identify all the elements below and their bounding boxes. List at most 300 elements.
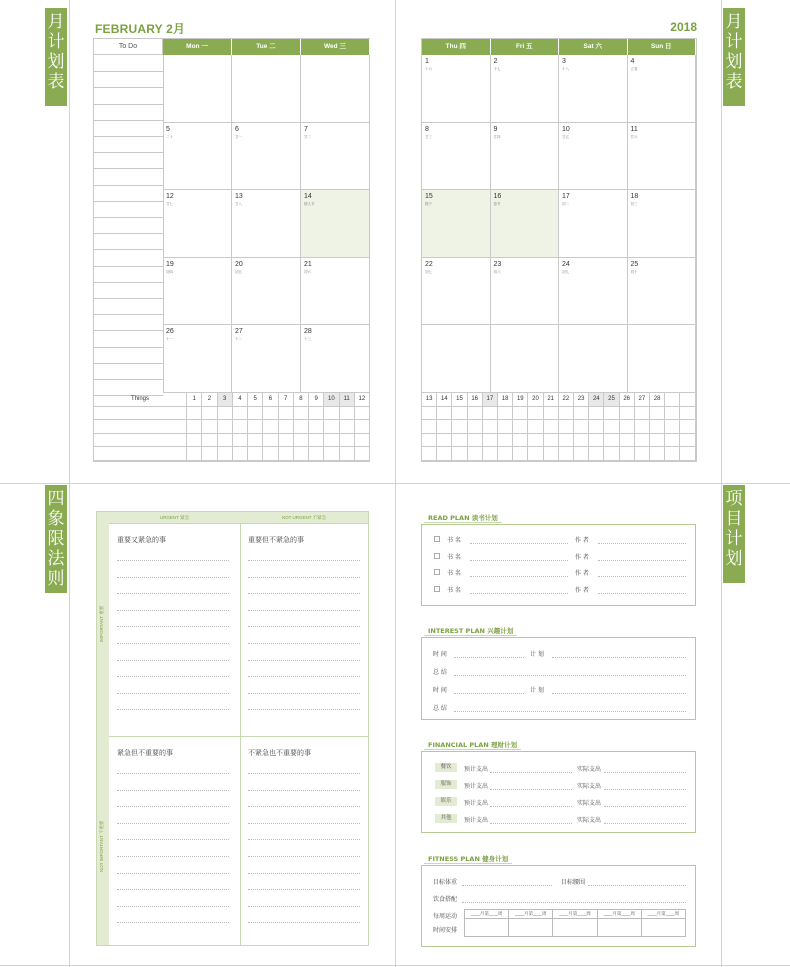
day-cell[interactable] xyxy=(559,325,628,393)
todo-line[interactable] xyxy=(94,152,163,153)
tracker-box[interactable] xyxy=(604,420,619,434)
author-line[interactable] xyxy=(598,543,686,544)
tracker-box[interactable] xyxy=(604,434,619,448)
writing-line[interactable] xyxy=(248,806,360,807)
week-entry[interactable] xyxy=(642,919,686,937)
tracker-box[interactable] xyxy=(437,420,452,434)
tracker-box[interactable] xyxy=(635,407,650,421)
book-line[interactable] xyxy=(470,560,568,561)
tracker-box[interactable] xyxy=(559,407,574,421)
budget-line[interactable] xyxy=(490,806,572,807)
todo-line[interactable] xyxy=(94,120,163,121)
tracker-box[interactable] xyxy=(574,407,589,421)
tracker-box[interactable] xyxy=(650,447,665,461)
tracker-box[interactable] xyxy=(589,434,604,448)
day-cell[interactable] xyxy=(301,123,370,191)
tracker-box[interactable] xyxy=(355,407,370,421)
tracker-box[interactable] xyxy=(498,447,513,461)
writing-line[interactable] xyxy=(117,643,229,644)
tracker-box[interactable] xyxy=(248,407,263,421)
writing-line[interactable] xyxy=(117,806,229,807)
day-number: 17 xyxy=(562,193,570,201)
tracker-box[interactable] xyxy=(218,407,233,421)
day-cell[interactable] xyxy=(491,190,560,258)
tracker-box[interactable] xyxy=(483,407,498,421)
actual-label: 实际支出 xyxy=(577,783,602,790)
tracker-box[interactable] xyxy=(248,420,263,434)
tracker-box[interactable] xyxy=(324,434,339,448)
day-cell[interactable] xyxy=(491,325,560,393)
checkbox[interactable] xyxy=(434,553,440,559)
tracker-box[interactable] xyxy=(650,420,665,434)
writing-line[interactable] xyxy=(248,643,360,644)
tracker-box[interactable] xyxy=(559,447,574,461)
tracker-box[interactable] xyxy=(279,420,294,434)
tracker-box[interactable] xyxy=(294,420,309,434)
tracker-box[interactable] xyxy=(422,407,437,421)
plan-line[interactable] xyxy=(552,693,686,694)
tracker-box[interactable] xyxy=(559,420,574,434)
calendar-left xyxy=(93,38,370,462)
lunar-date: 廿六 xyxy=(630,134,638,139)
tracker-box[interactable] xyxy=(324,447,339,461)
tracker-box[interactable] xyxy=(309,407,324,421)
week-slot[interactable]: ____月第____周 xyxy=(509,910,553,919)
actual-line[interactable] xyxy=(604,823,686,824)
tracker-box[interactable] xyxy=(309,447,324,461)
writing-line[interactable] xyxy=(117,626,229,627)
tracker-box[interactable] xyxy=(468,434,483,448)
day-cell[interactable] xyxy=(301,55,370,123)
tracker-box[interactable] xyxy=(498,420,513,434)
tracker-box[interactable] xyxy=(294,434,309,448)
tab-char: 表 xyxy=(47,72,65,92)
tracker-box[interactable] xyxy=(324,407,339,421)
actual-line[interactable] xyxy=(604,806,686,807)
summary-line[interactable] xyxy=(454,711,686,712)
tracker-box[interactable] xyxy=(559,434,574,448)
budget-line[interactable] xyxy=(490,789,572,790)
tracker-box[interactable] xyxy=(437,434,452,448)
tracker-box[interactable] xyxy=(202,407,217,421)
tracker-box[interactable] xyxy=(483,434,498,448)
week-slot[interactable]: ____月第____周 xyxy=(465,910,509,919)
writing-line[interactable] xyxy=(117,823,229,824)
day-cell[interactable] xyxy=(491,258,560,326)
writing-line[interactable] xyxy=(248,773,360,774)
writing-line[interactable] xyxy=(248,577,360,578)
checkbox[interactable] xyxy=(434,586,440,592)
tracker-box[interactable] xyxy=(279,434,294,448)
tracker-box[interactable] xyxy=(665,420,680,434)
tracker-box[interactable] xyxy=(187,434,202,448)
tab-char: 项 xyxy=(725,489,743,509)
writing-line[interactable] xyxy=(248,873,360,874)
todo-line[interactable] xyxy=(94,233,163,234)
writing-line[interactable] xyxy=(248,709,360,710)
todo-line[interactable] xyxy=(94,217,163,218)
tracker-box[interactable] xyxy=(279,447,294,461)
day-cell[interactable] xyxy=(628,123,697,191)
day-cell[interactable] xyxy=(559,190,628,258)
writing-line[interactable] xyxy=(248,693,360,694)
tracker-box[interactable] xyxy=(263,434,278,448)
time-line[interactable] xyxy=(454,657,524,658)
target-weight-line[interactable] xyxy=(462,885,552,886)
lunar-date: 春节 xyxy=(493,202,501,207)
week-entry[interactable] xyxy=(509,919,553,937)
tracker-box[interactable] xyxy=(233,407,248,421)
tracker-box[interactable] xyxy=(544,434,559,448)
author-label: 作 者 xyxy=(575,537,589,544)
tracker-box[interactable] xyxy=(422,420,437,434)
tracker-box[interactable] xyxy=(218,447,233,461)
tracker-box[interactable] xyxy=(422,434,437,448)
thing-entry[interactable] xyxy=(94,447,187,461)
tracker-box[interactable] xyxy=(263,407,278,421)
writing-line[interactable] xyxy=(248,593,360,594)
time-line[interactable] xyxy=(454,693,524,694)
day-cell[interactable] xyxy=(422,55,491,123)
writing-line[interactable] xyxy=(117,693,229,694)
todo-line[interactable] xyxy=(94,314,163,315)
writing-line[interactable] xyxy=(117,889,229,890)
tracker-box[interactable] xyxy=(498,434,513,448)
tracker-box[interactable] xyxy=(604,447,619,461)
day-cell[interactable] xyxy=(559,258,628,326)
writing-line[interactable] xyxy=(248,790,360,791)
tracker-box[interactable] xyxy=(650,434,665,448)
checkbox[interactable] xyxy=(434,536,440,542)
tracker-box[interactable] xyxy=(498,407,513,421)
day-cell[interactable] xyxy=(232,55,301,123)
tracker-box[interactable] xyxy=(202,420,217,434)
tracker-box[interactable] xyxy=(437,447,452,461)
todo-line[interactable] xyxy=(94,249,163,250)
tracker-box[interactable] xyxy=(680,420,695,434)
day-number: 4 xyxy=(630,58,635,65)
tab-project[interactable] xyxy=(723,485,745,583)
writing-line[interactable] xyxy=(248,560,360,561)
summary-line[interactable] xyxy=(454,675,686,676)
writing-line[interactable] xyxy=(248,823,360,824)
tracker-box[interactable] xyxy=(355,434,370,448)
day-cell[interactable] xyxy=(301,258,370,326)
tracker-number xyxy=(665,393,680,407)
writing-line[interactable] xyxy=(248,906,360,907)
writing-line[interactable] xyxy=(117,790,229,791)
tracker-box[interactable] xyxy=(665,447,680,461)
tracker-number: 1 xyxy=(187,393,202,407)
week-slot[interactable]: ____月第____周 xyxy=(553,910,597,919)
book-line[interactable] xyxy=(470,593,568,594)
tracker-number: 15 xyxy=(452,393,467,407)
author-line[interactable] xyxy=(598,593,686,594)
tracker-box[interactable] xyxy=(233,420,248,434)
budget-line[interactable] xyxy=(490,823,572,824)
todo-line[interactable] xyxy=(94,87,163,88)
tab-quadrant[interactable] xyxy=(45,485,67,593)
tracker-box[interactable] xyxy=(574,434,589,448)
tracker-box[interactable] xyxy=(528,434,543,448)
todo-line[interactable] xyxy=(94,136,163,137)
writing-line[interactable] xyxy=(248,610,360,611)
tracker-box[interactable] xyxy=(620,420,635,434)
todo-line[interactable] xyxy=(94,298,163,299)
day-cell[interactable] xyxy=(628,55,697,123)
tab-char: 月 xyxy=(47,12,65,32)
tracker-box[interactable] xyxy=(604,407,619,421)
tracker-box[interactable] xyxy=(309,434,324,448)
day-cell[interactable] xyxy=(163,325,232,393)
tracker-box[interactable] xyxy=(324,420,339,434)
book-line[interactable] xyxy=(470,576,568,577)
tracker-box[interactable] xyxy=(187,407,202,421)
diet-line[interactable] xyxy=(462,902,686,903)
tracker-box[interactable] xyxy=(574,420,589,434)
tracker-box[interactable] xyxy=(263,447,278,461)
todo-line[interactable] xyxy=(94,71,163,72)
thing-entry[interactable] xyxy=(94,420,187,434)
todo-line[interactable] xyxy=(94,266,163,267)
tracker-box[interactable] xyxy=(620,407,635,421)
tracker-box[interactable] xyxy=(437,407,452,421)
tracker-box[interactable] xyxy=(355,420,370,434)
tracker-box[interactable] xyxy=(340,434,355,448)
tracker-box[interactable] xyxy=(544,407,559,421)
writing-line[interactable] xyxy=(248,856,360,857)
tracker-box[interactable] xyxy=(665,407,680,421)
day-cell[interactable] xyxy=(422,325,491,393)
week-entry[interactable] xyxy=(598,919,642,937)
writing-line[interactable] xyxy=(117,577,229,578)
writing-line[interactable] xyxy=(117,560,229,561)
day-cell[interactable] xyxy=(491,123,560,191)
day-header: Wed 三 xyxy=(301,39,370,55)
tracker-box[interactable] xyxy=(680,447,695,461)
day-cell[interactable] xyxy=(422,123,491,191)
checkbox[interactable] xyxy=(434,569,440,575)
author-line[interactable] xyxy=(598,560,686,561)
day-cell[interactable] xyxy=(232,325,301,393)
writing-line[interactable] xyxy=(117,660,229,661)
todo-line[interactable] xyxy=(94,201,163,202)
day-cell[interactable] xyxy=(163,190,232,258)
fitness-plan-title: FITNESS PLAN 健身计划 xyxy=(424,854,512,864)
tracker-box[interactable] xyxy=(513,420,528,434)
tracker-box[interactable] xyxy=(589,407,604,421)
day-cell[interactable] xyxy=(628,190,697,258)
tracker-box[interactable] xyxy=(544,447,559,461)
author-line[interactable] xyxy=(598,576,686,577)
book-line[interactable] xyxy=(470,543,568,544)
writing-line[interactable] xyxy=(117,610,229,611)
tracker-box[interactable] xyxy=(187,447,202,461)
tracker-box[interactable] xyxy=(589,447,604,461)
writing-line[interactable] xyxy=(248,889,360,890)
tracker-box[interactable] xyxy=(468,407,483,421)
tracker-box[interactable] xyxy=(202,447,217,461)
tracker-box[interactable] xyxy=(218,434,233,448)
tab-char: 象 xyxy=(47,509,65,529)
month-title: FEBRUARY 2月 xyxy=(95,22,186,36)
writing-line[interactable] xyxy=(248,660,360,661)
day-number: 10 xyxy=(562,125,570,133)
tab-month-plan-right[interactable] xyxy=(723,8,745,106)
tracker-box[interactable] xyxy=(233,434,248,448)
todo-header: To Do xyxy=(94,39,163,55)
q4-title: 不紧急也不重要的事 xyxy=(248,749,311,757)
budget-line[interactable] xyxy=(490,772,572,773)
todo-line[interactable] xyxy=(94,168,163,169)
tracker-box[interactable] xyxy=(635,420,650,434)
row-label: 时 间 xyxy=(433,687,447,694)
writing-line[interactable] xyxy=(117,676,229,677)
writing-line[interactable] xyxy=(248,676,360,677)
writing-line[interactable] xyxy=(117,839,229,840)
tracker-number: 6 xyxy=(263,393,278,407)
todo-line[interactable] xyxy=(94,330,163,331)
tracker-box[interactable] xyxy=(452,447,467,461)
tracker-box[interactable] xyxy=(452,407,467,421)
day-number: 28 xyxy=(304,328,312,336)
todo-line[interactable] xyxy=(94,282,163,283)
tracker-box[interactable] xyxy=(468,420,483,434)
day-cell[interactable] xyxy=(232,123,301,191)
tracker-box[interactable] xyxy=(528,420,543,434)
tracker-box[interactable] xyxy=(544,420,559,434)
tracker-box[interactable] xyxy=(294,407,309,421)
day-cell[interactable] xyxy=(628,325,697,393)
tracker-box[interactable] xyxy=(680,434,695,448)
todo-line[interactable] xyxy=(94,185,163,186)
tracker-box[interactable] xyxy=(309,420,324,434)
tracker-box[interactable] xyxy=(248,447,263,461)
read-plan-title: READ PLAN 读书计划 xyxy=(424,513,502,523)
tracker-box[interactable] xyxy=(452,434,467,448)
writing-line[interactable] xyxy=(117,856,229,857)
tracker-box[interactable] xyxy=(620,434,635,448)
day-cell[interactable] xyxy=(559,123,628,191)
tracker-box[interactable] xyxy=(513,434,528,448)
tracker-box[interactable] xyxy=(513,447,528,461)
actual-line[interactable] xyxy=(604,789,686,790)
todo-line[interactable] xyxy=(94,347,163,348)
writing-line[interactable] xyxy=(248,922,360,923)
day-header: Thu 四 xyxy=(422,39,491,55)
day-cell[interactable] xyxy=(559,55,628,123)
week-entry[interactable] xyxy=(553,919,597,937)
writing-line[interactable] xyxy=(117,773,229,774)
tracker-box[interactable] xyxy=(680,407,695,421)
tracker-box[interactable] xyxy=(422,447,437,461)
tracker-box[interactable] xyxy=(635,447,650,461)
tracker-box[interactable] xyxy=(635,434,650,448)
tracker-box[interactable] xyxy=(187,420,202,434)
tracker-box[interactable] xyxy=(340,447,355,461)
tracker-box[interactable] xyxy=(355,447,370,461)
todo-line[interactable] xyxy=(94,363,163,364)
tracker-box[interactable] xyxy=(574,447,589,461)
writing-line[interactable] xyxy=(117,593,229,594)
tracker-box[interactable] xyxy=(340,420,355,434)
thing-entry[interactable] xyxy=(94,434,187,448)
day-cell[interactable] xyxy=(301,325,370,393)
book-label: 书 名 xyxy=(447,570,461,577)
tracker-number: 2 xyxy=(202,393,217,407)
tracker-box[interactable] xyxy=(218,420,233,434)
writing-line[interactable] xyxy=(117,922,229,923)
todo-line[interactable] xyxy=(94,104,163,105)
writing-line[interactable] xyxy=(117,873,229,874)
day-cell[interactable] xyxy=(422,190,491,258)
tracker-box[interactable] xyxy=(528,407,543,421)
actual-label: 实际支出 xyxy=(577,766,602,773)
week-slot[interactable]: ____月第____周 xyxy=(598,910,642,919)
tracker-box[interactable] xyxy=(528,447,543,461)
tracker-number: 24 xyxy=(589,393,604,407)
tracker-box[interactable] xyxy=(294,447,309,461)
tracker-number xyxy=(680,393,695,407)
tracker-number: 13 xyxy=(422,393,437,407)
tracker-box[interactable] xyxy=(665,434,680,448)
tracker-box[interactable] xyxy=(452,420,467,434)
tracker-box[interactable] xyxy=(589,420,604,434)
day-number: 18 xyxy=(630,193,639,201)
day-cell[interactable] xyxy=(491,55,560,123)
day-cell[interactable] xyxy=(628,258,697,326)
schedule-label: 时间安排 xyxy=(433,927,458,934)
writing-line[interactable] xyxy=(117,709,229,710)
tracker-box[interactable] xyxy=(233,447,248,461)
thing-entry[interactable] xyxy=(94,407,187,421)
tracker-box[interactable] xyxy=(263,420,278,434)
tracker-box[interactable] xyxy=(513,407,528,421)
writing-line[interactable] xyxy=(248,626,360,627)
lunar-date: 十七 xyxy=(493,67,501,71)
writing-line[interactable] xyxy=(248,839,360,840)
plan-line[interactable] xyxy=(552,657,686,658)
tracker-box[interactable] xyxy=(202,434,217,448)
tracker-number: 25 xyxy=(604,393,619,407)
week-entry[interactable] xyxy=(465,919,509,937)
day-cell[interactable] xyxy=(163,123,232,191)
budget-label: 预计支出 xyxy=(464,766,489,773)
day-cell[interactable] xyxy=(301,190,370,258)
day-cell[interactable] xyxy=(232,190,301,258)
tracker-box[interactable] xyxy=(248,434,263,448)
day-cell[interactable] xyxy=(422,258,491,326)
writing-line[interactable] xyxy=(117,906,229,907)
day-cell[interactable] xyxy=(232,258,301,326)
tracker-number: 23 xyxy=(574,393,589,407)
tracker-box[interactable] xyxy=(483,420,498,434)
day-header: Fri 五 xyxy=(491,39,560,55)
tracker-box[interactable] xyxy=(340,407,355,421)
tracker-box[interactable] xyxy=(650,407,665,421)
tracker-box[interactable] xyxy=(483,447,498,461)
day-cell[interactable] xyxy=(163,258,232,326)
actual-line[interactable] xyxy=(604,772,686,773)
target-waist-line[interactable] xyxy=(588,885,686,886)
tracker-box[interactable] xyxy=(468,447,483,461)
tracker-box[interactable] xyxy=(279,407,294,421)
tab-month-plan[interactable] xyxy=(45,8,67,106)
todo-line[interactable] xyxy=(94,379,163,380)
tracker-box[interactable] xyxy=(620,447,635,461)
day-cell[interactable] xyxy=(163,55,232,123)
week-slot[interactable]: ____月第____周 xyxy=(642,910,686,919)
